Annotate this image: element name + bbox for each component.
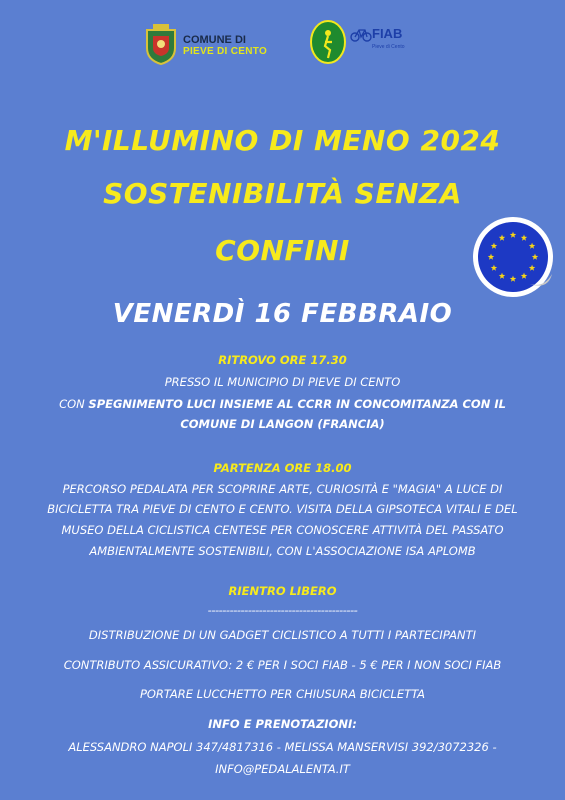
title-line-3: CONFINI — [215, 234, 350, 267]
fiab-subtitle: Pieve di Cento — [372, 44, 405, 50]
ritrovo-line-1: PRESSO IL MUNICIPIO DI PIEVE DI CENTO — [164, 375, 401, 389]
partenza-heading: PARTENZA ORE 18.00 — [213, 461, 352, 475]
ritrovo-line-2 — [0, 394, 565, 414]
ritrovo-heading: RITROVO ORE 17.30 — [218, 353, 347, 367]
title-line-1: M'ILLUMINO DI MENO 2024 — [64, 124, 501, 157]
ritrovo-line-2-prefix: CON — [59, 397, 89, 411]
partenza-line-1: PERCORSO PEDALATA PER SCOPRIRE ARTE, CURIOSITÀ E "MAGIA" A LUCE DI — [62, 482, 503, 496]
lucchetto-text: PORTARE LUCCHETTO PER CHIUSURA BICICLETTA — [139, 687, 426, 701]
ritrovo-line-3: COMUNE DI LANGON (FRANCIA) — [180, 417, 385, 431]
comune-logo — [143, 22, 283, 66]
title-line-2: SOSTENIBILITÀ SENZA — [103, 177, 462, 210]
email-link[interactable]: INFO@PEDALALENTA.IT — [215, 762, 350, 776]
pedalalenta-badge-icon — [308, 18, 348, 66]
partenza-line-2: BICICLETTA TRA PIEVE DI CENTO E CENTO. VISITA DELLA GIPSOTECA VITALI E DEL — [47, 502, 518, 516]
partenza-line-4: AMBIENTALMENTE SOSTENIBILI, CON L'ASSOCIAZIONE ISA APLOMB — [89, 544, 476, 558]
gadget-text: DISTRIBUZIONE DI UN GADGET CICLISTICO A TUTTI I PARTECIPANTI — [88, 628, 477, 642]
separator-line: ----------------------------------------- — [207, 603, 358, 617]
event-date: VENERDÌ 16 FEBBRAIO — [112, 299, 453, 329]
bicycle-icon — [350, 26, 372, 42]
eu-flag-sticker-icon — [470, 214, 556, 300]
partenza-line-3: MUSEO DELLA CICLISTICA CENTESE PER CONOSCERE ATTIVITÀ DEL PASSATO — [61, 523, 504, 537]
info-heading: INFO E PRENOTAZIONI: — [208, 717, 357, 731]
contributo-text: CONTRIBUTO ASSICURATIVO: 2 € PER I SOCI FIAB - 5 € PER I NON SOCI FIAB — [63, 658, 502, 672]
logo-bar — [0, 18, 565, 72]
rientro-heading: RIENTRO LIBERO — [228, 584, 337, 598]
comune-crest-icon — [143, 22, 179, 66]
contacts-text: ALESSANDRO NAPOLI 347/4817316 - MELISSA MANSERVISI 392/3072326 - — [68, 740, 497, 754]
ritrovo-line-2-bold: SPEGNIMENTO LUCI INSIEME AL CCRR IN CONCOMITANZA CON IL — [88, 397, 506, 411]
comune-name-line1: COMUNE DI — [183, 34, 246, 46]
fiab-name: FIAB — [372, 26, 403, 41]
comune-name-line2: PIEVE DI CENTO — [183, 46, 268, 57]
fiab-logo — [308, 18, 408, 68]
